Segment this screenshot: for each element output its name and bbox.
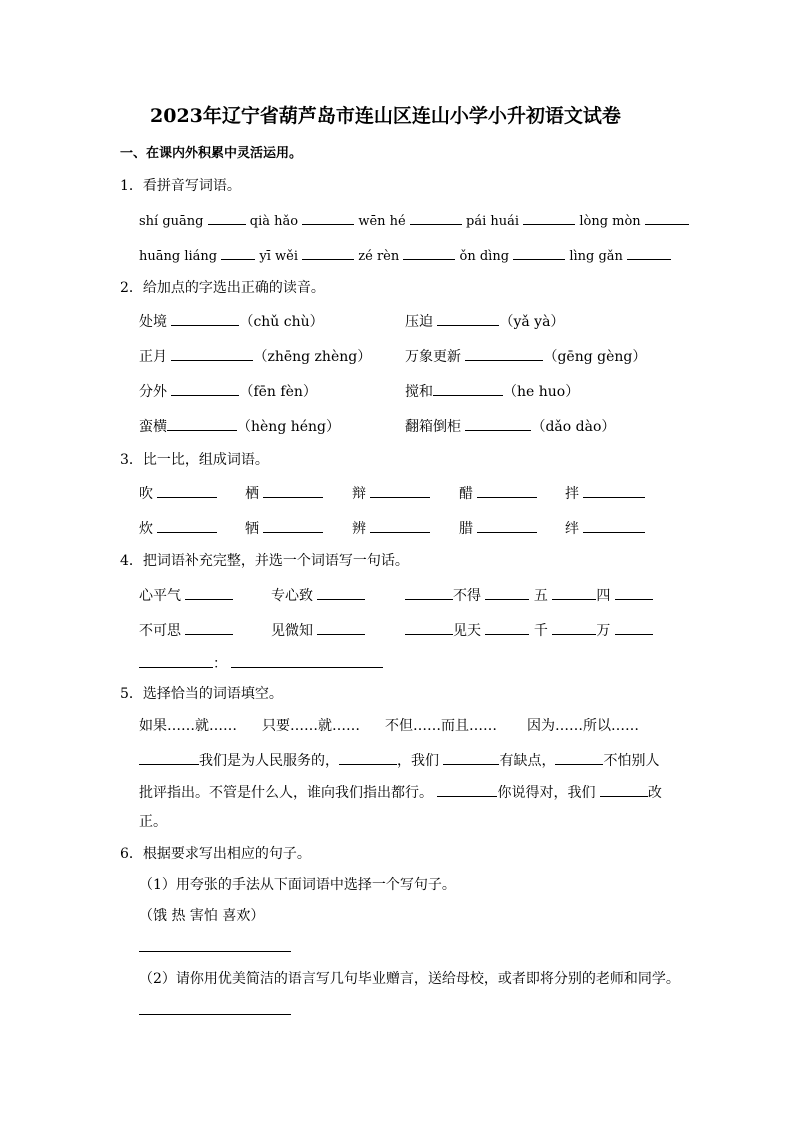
answer-blank[interactable] [171,348,253,361]
answer-blank[interactable] [231,655,383,668]
reading-item: 压迫 （yǎ yà） [405,314,565,330]
reading-item: 搅和 （he huo） [405,384,580,400]
question-6-prompt: 6．根据要求写出相应的句子。 [120,846,311,862]
answer-blank[interactable] [221,247,255,260]
question-3-prompt: 3．比一比，组成词语。 [120,452,269,468]
answer-blank[interactable] [410,212,462,225]
answer-blank[interactable] [615,622,653,635]
page-title: 2023年辽宁省葫芦岛市连山区连山小学小升初语文试卷 [150,105,621,127]
reading-item: 蛮横 （hèng héng） [139,419,341,435]
answer-blank[interactable] [139,655,213,668]
sub-question-1: （1）用夸张的手法从下面词语中选择一个写句子。 [139,877,456,893]
idiom-item: 不得 五 四 [405,587,653,603]
answer-blank[interactable] [185,622,233,635]
sentence-line: ： [139,655,383,671]
answer-blank[interactable] [477,485,537,498]
char-item: 吹 [139,485,217,501]
pinyin: lìng gǎn [569,249,623,264]
answer-blank[interactable] [167,418,237,431]
question-2-prompt: 2．给加点的字选出正确的读音。 [120,280,325,296]
answer-blank[interactable] [339,752,397,765]
answer-blank[interactable] [523,212,575,225]
reading-item: 分外 （fēn fèn） [139,384,317,400]
conjunction-option: 如果……就…… [139,718,237,734]
char-item: 绊 [565,520,645,536]
pinyin: ǒn dìng [459,249,510,264]
answer-blank[interactable] [171,313,239,326]
answer-blank[interactable] [627,247,671,260]
pinyin: wēn hé [358,214,406,229]
idiom-item: 见微知 [271,622,365,638]
answer-blank[interactable] [263,485,323,498]
conjunction-option: 只要……就…… [262,718,360,734]
section-heading: 一、在课内外积累中灵活运用。 [120,146,303,161]
idiom-item: 心平气 [139,587,233,603]
answer-blank[interactable] [405,622,453,635]
question-1-prompt: 1．看拼音写词语。 [120,178,241,194]
reading-item: 处境 （chǔ chù） [139,314,324,330]
char-item: 醋 [459,485,537,501]
answer-blank[interactable] [403,247,455,260]
char-item: 栖 [245,485,323,501]
answer-blank[interactable] [317,622,365,635]
answer-blank[interactable] [317,587,365,600]
answer-blank[interactable] [139,752,199,765]
idiom-item: 见天 千 万 [405,622,653,638]
pinyin: zé rèn [358,249,400,264]
idiom-item: 不可思 [139,622,233,638]
pinyin-row-2 [139,247,671,263]
char-item: 腊 [459,520,537,536]
pinyin: lòng mòn [579,214,641,229]
answer-line[interactable] [139,951,291,952]
reading-item: 万象更新 （gēng gèng） [405,349,647,365]
sub-question-2: （2）请你用优美简洁的语言写几句毕业赠言，送给母校，或者即将分别的老师和同学。 [139,971,680,987]
answer-blank[interactable] [433,383,503,396]
answer-blank[interactable] [157,520,217,533]
pinyin: huāng liáng [139,249,218,264]
answer-blank[interactable] [405,587,453,600]
answer-blank[interactable] [263,520,323,533]
answer-blank[interactable] [443,752,499,765]
answer-blank[interactable] [600,784,648,797]
answer-blank[interactable] [645,212,689,225]
question-5-prompt: 5．选择恰当的词语填空。 [120,686,283,702]
conjunction-option: 不但……而且…… [385,718,497,734]
answer-blank[interactable] [552,622,596,635]
answer-blank[interactable] [583,520,645,533]
answer-blank[interactable] [185,587,233,600]
answer-blank[interactable] [583,485,645,498]
fill-line-1: 我们是为人民服务的， ，我们 有缺点， 不怕别人 [139,752,659,768]
idiom-item: 专心致 [271,587,365,603]
answer-blank[interactable] [477,520,537,533]
conjunction-option: 因为……所以…… [527,718,639,734]
answer-blank[interactable] [437,784,497,797]
fill-line-2: 批评指出。不管是什么人，谁向我们指出都行。 你说得对，我们 改 [139,785,662,801]
answer-blank[interactable] [615,587,653,600]
answer-blank[interactable] [485,622,529,635]
answer-blank[interactable] [171,383,239,396]
answer-blank[interactable] [485,587,529,600]
answer-blank[interactable] [157,485,217,498]
answer-blank[interactable] [437,313,499,326]
reading-item: 正月 （zhēng zhèng） [139,349,372,365]
answer-blank[interactable] [302,212,354,225]
answer-blank[interactable] [465,418,531,431]
word-list: （饿 热 害怕 喜欢） [139,908,265,924]
pinyin: qià hǎo [249,214,299,229]
char-item: 炊 [139,520,217,536]
answer-line[interactable] [139,1014,291,1015]
answer-blank[interactable] [552,587,596,600]
answer-blank[interactable] [370,485,430,498]
answer-blank[interactable] [208,212,246,225]
char-item: 牺 [245,520,323,536]
pinyin: shí guāng [139,214,204,229]
question-4-prompt: 4．把词语补充完整，并选一个词语写一句话。 [120,553,409,569]
pinyin-row-1 [139,212,689,228]
char-item: 拌 [565,485,645,501]
answer-blank[interactable] [370,520,430,533]
answer-blank[interactable] [513,247,565,260]
answer-blank[interactable] [465,348,543,361]
answer-blank[interactable] [302,247,354,260]
char-item: 辨 [352,520,430,536]
answer-blank[interactable] [555,752,603,765]
reading-item: 翻箱倒柜 （dǎo dào） [405,419,616,435]
pinyin: yī wěi [259,249,298,264]
char-item: 辩 [352,485,430,501]
fill-line-3: 正。 [139,814,167,830]
pinyin: pái huái [466,214,520,229]
